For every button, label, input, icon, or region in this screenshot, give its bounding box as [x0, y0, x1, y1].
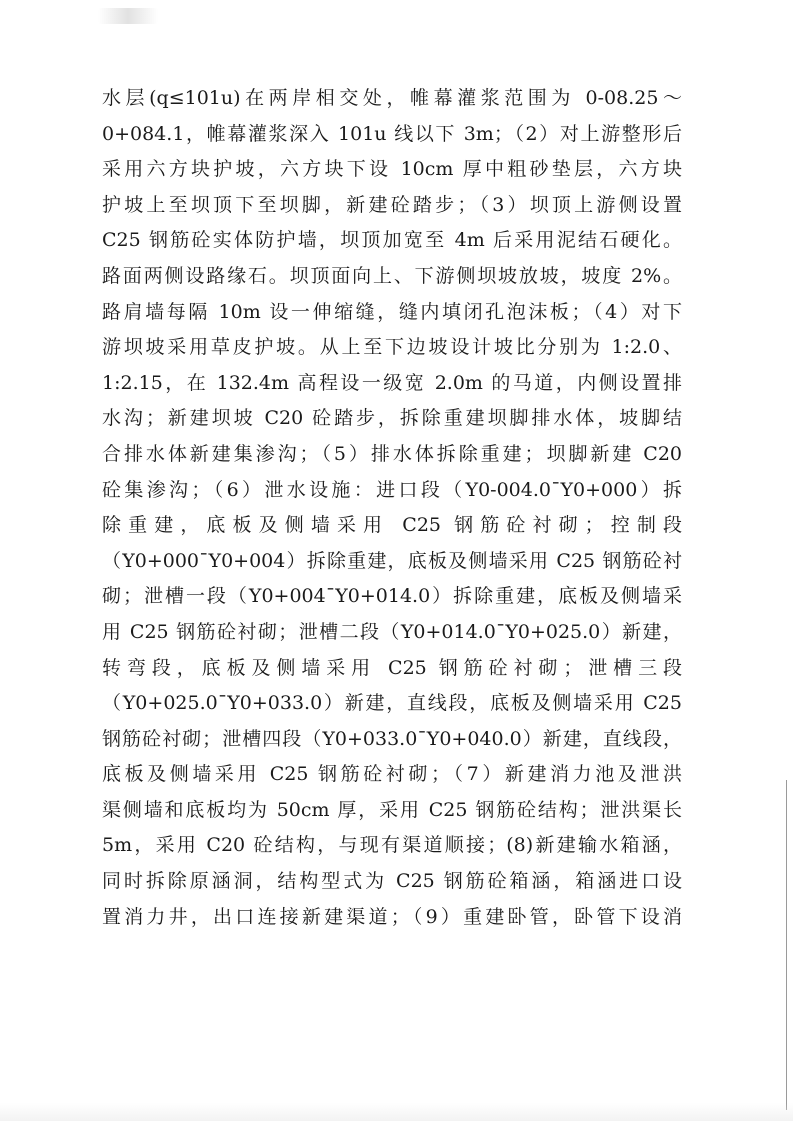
text-line: 砌；泄槽一段（Y0+004¯Y0+014.0）拆除重建，底板及侧墙采	[102, 585, 682, 608]
text-line: 同时拆除原涵洞，结构型式为 C25 钢筋砼箱涵，箱涵进口设	[102, 870, 682, 893]
text-line: 路肩墙每隔 10m 设一伸缩缝，缝内填闭孔泡沫板；（4）对下	[102, 300, 682, 323]
page-bottom-shadow	[0, 1103, 793, 1121]
text-line: 路面两侧设路缘石。坝顶面向上、下游侧坝坡放坡，坡度 2%。	[102, 264, 682, 287]
text-line: 采用六方块护坡，六方块下设 10cm 厚中粗砂垫层，六方块	[102, 158, 682, 181]
text-line: 砼集渗沟；（6）泄水设施：进口段（Y0-004.0¯Y0+000）拆	[102, 478, 682, 501]
text-line: 渠侧墙和底板均为 50cm 厚，采用 C25 钢筋砼结构；泄洪渠长	[102, 798, 682, 821]
scan-artifact	[98, 8, 158, 24]
text-line: C25 钢筋砼实体防护墙，坝顶加宽至 4m 后采用泥结石硬化。	[102, 229, 682, 252]
text-line: 用 C25 钢筋砼衬砌；泄槽二段（Y0+014.0¯Y0+025.0）新建，	[102, 620, 682, 643]
text-line: 护坡上至坝顶下至坝脚，新建砼踏步；（3）坝顶上游侧设置	[102, 193, 682, 216]
text-line: 游坝坡采用草皮护坡。从上至下边坡设计坡比分别为 1:2.0、	[102, 336, 682, 359]
text-line: 合排水体新建集渗沟；（5）排水体拆除重建；坝脚新建 C20	[102, 442, 682, 465]
text-line: 转弯段，底板及侧墙采用 C25 钢筋砼衬砌；泄槽三段	[102, 656, 682, 679]
text-line: 除重建，底板及侧墙采用 C25 钢筋砼衬砌；控制段	[102, 514, 682, 537]
text-line: （Y0+000¯Y0+004）拆除重建，底板及侧墙采用 C25 钢筋砼衬	[102, 549, 682, 572]
text-line: 5m，采用 C20 砼结构，与现有渠道顺接；(8)新建输水箱涵，	[102, 834, 682, 857]
text-line: 底板及侧墙采用 C25 钢筋砼衬砌；（7）新建消力池及泄洪	[102, 763, 682, 786]
page-edge-shadow	[786, 780, 787, 1110]
text-line: 0+084.1，帷幕灌浆深入 101u 线以下 3m；（2）对上游整形后	[102, 122, 682, 145]
text-line: 水层(q≤101u)在两岸相交处，帷幕灌浆范围为 0-08.25～	[102, 87, 682, 109]
text-line: 钢筋砼衬砌；泄槽四段（Y0+033.0¯Y0+040.0）新建，直线段，	[102, 727, 682, 750]
text-line: 水沟；新建坝坡 C20 砼踏步，拆除重建坝脚排水体，坡脚结	[102, 407, 682, 430]
text-line: 置消力井，出口连接新建渠道；（9）重建卧管，卧管下设消	[102, 905, 682, 928]
text-line: 1:2.15，在 132.4m 高程设一级宽 2.0m 的马道，内侧设置排	[102, 371, 682, 394]
body-paragraph	[102, 81, 682, 935]
text-line: （Y0+025.0¯Y0+033.0）新建，直线段，底板及侧墙采用 C25	[102, 692, 682, 715]
